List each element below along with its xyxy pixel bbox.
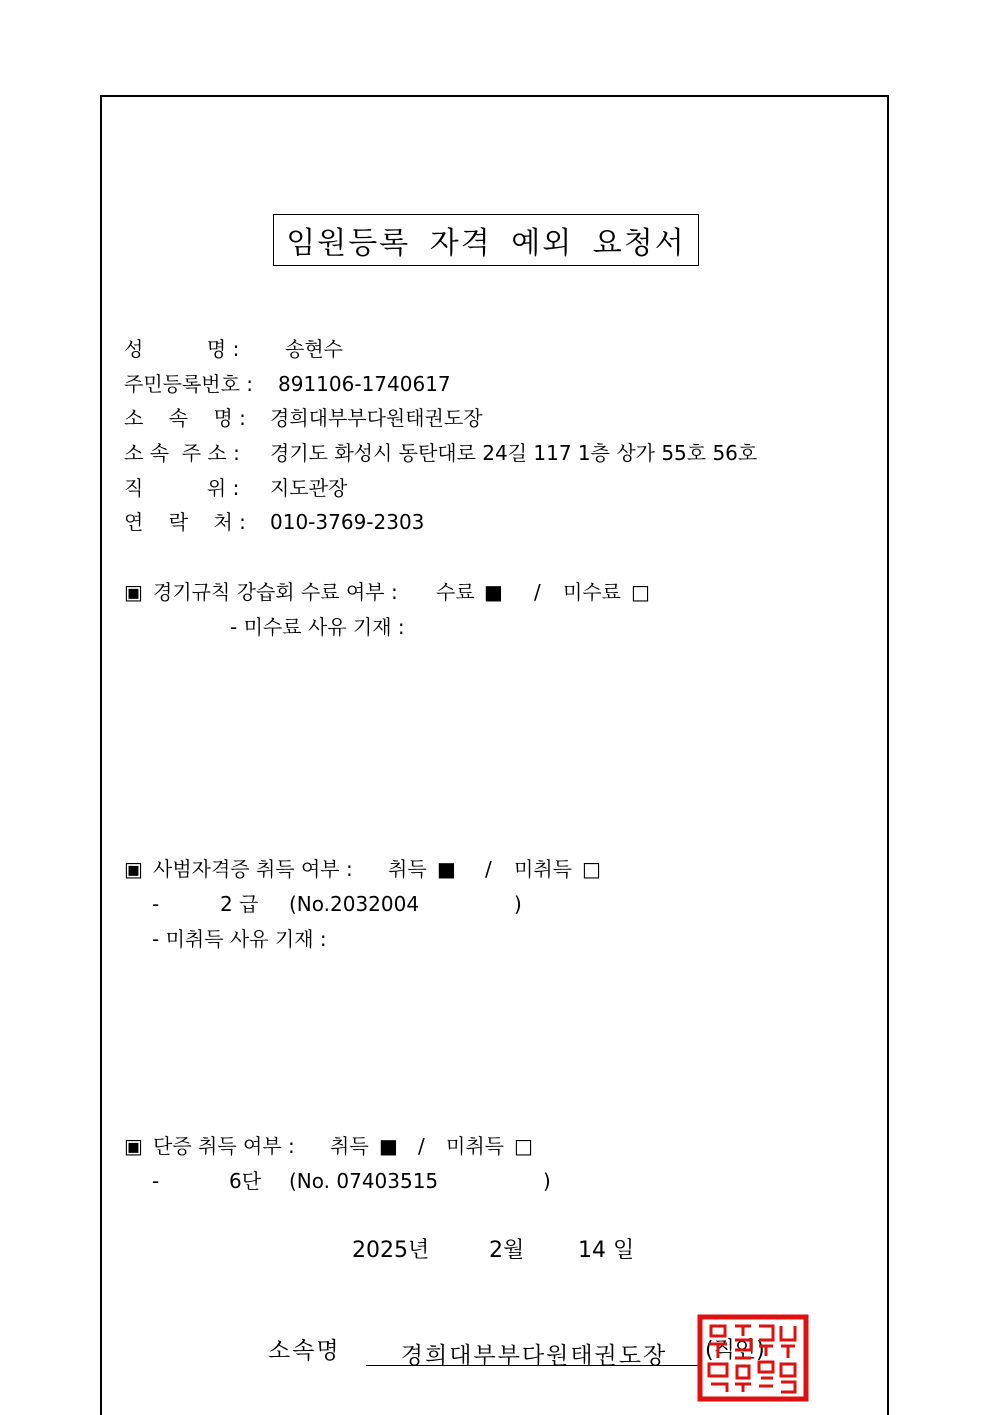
name-value: 송현수 <box>285 337 343 361</box>
section2-grade: 2 급 <box>220 892 259 916</box>
section2-yes-checkbox[interactable]: ■ <box>437 857 456 881</box>
document-frame <box>100 95 889 1415</box>
section1-separator: / <box>534 580 541 604</box>
section3-no-label: 미취득 <box>446 1134 504 1158</box>
document-title: 임원등록 자격 예외 요청서 <box>273 214 699 266</box>
official-seal-icon <box>697 1314 809 1402</box>
org-value: 경희대부부다원태권도장 <box>270 406 483 430</box>
section3-yes-checkbox[interactable]: ■ <box>379 1134 398 1158</box>
section1-question: 경기규칙 강습회 수료 여부 : <box>153 580 398 604</box>
seal-placeholder-text: (직인) <box>705 1338 765 1363</box>
section2-yes-label: 취득 <box>388 857 427 881</box>
section2-close-paren: ) <box>514 892 522 916</box>
section1-no-checkbox[interactable]: □ <box>631 580 650 604</box>
date-year: 2025년 <box>352 1238 430 1263</box>
section2-dash: - <box>152 892 160 916</box>
rrn-label: 주민등록번호 : <box>124 372 254 396</box>
contact-value: 010-3769-2303 <box>270 510 425 534</box>
name-label: 성 명 : <box>124 337 240 361</box>
position-label: 직 위 : <box>124 476 240 500</box>
section3-no-checkbox[interactable]: □ <box>514 1134 533 1158</box>
section3-close-paren: ) <box>543 1169 551 1193</box>
section2-question: 사범자격증 취득 여부 : <box>153 857 353 881</box>
address-label: 소 속 주 소 : <box>124 441 240 465</box>
section3-marker-icon: ▣ <box>124 1134 143 1158</box>
section2-cert-number: (No.2032004 <box>289 892 420 916</box>
section2-no-checkbox[interactable]: □ <box>582 857 601 881</box>
section3-separator: / <box>418 1134 425 1158</box>
date-month: 2월 <box>489 1238 525 1263</box>
org-label: 소 속 명 : <box>124 406 246 430</box>
section1-marker-icon: ▣ <box>124 580 143 604</box>
section1-yes-checkbox[interactable]: ■ <box>484 580 503 604</box>
rrn-value: 891106-1740617 <box>278 372 451 396</box>
footer-org-label: 소속명 <box>268 1338 341 1364</box>
position-value: 지도관장 <box>270 476 348 500</box>
section3-yes-label: 취득 <box>330 1134 369 1158</box>
footer-org-name: 경희대부부다원태권도장 <box>366 1337 702 1366</box>
section2-no-label: 미취득 <box>514 857 572 881</box>
section1-yes-label: 수료 <box>436 580 475 604</box>
section2-reason: - 미취득 사유 기재 : <box>152 927 327 951</box>
section3-dan-number: (No. 07403515 <box>289 1169 439 1193</box>
section1-reason: - 미수료 사유 기재 : <box>230 615 405 639</box>
section1-no-label: 미수료 <box>563 580 621 604</box>
section3-dash: - <box>152 1169 160 1193</box>
section3-question: 단증 취득 여부 : <box>153 1134 295 1158</box>
section2-separator: / <box>485 857 492 881</box>
address-value: 경기도 화성시 동탄대로 24길 117 1층 상가 55호 56호 <box>270 441 758 465</box>
date-day: 14 일 <box>578 1238 635 1263</box>
section3-dan: 6단 <box>229 1169 262 1193</box>
section2-marker-icon: ▣ <box>124 857 143 881</box>
contact-label: 연 락 처 : <box>124 510 246 534</box>
